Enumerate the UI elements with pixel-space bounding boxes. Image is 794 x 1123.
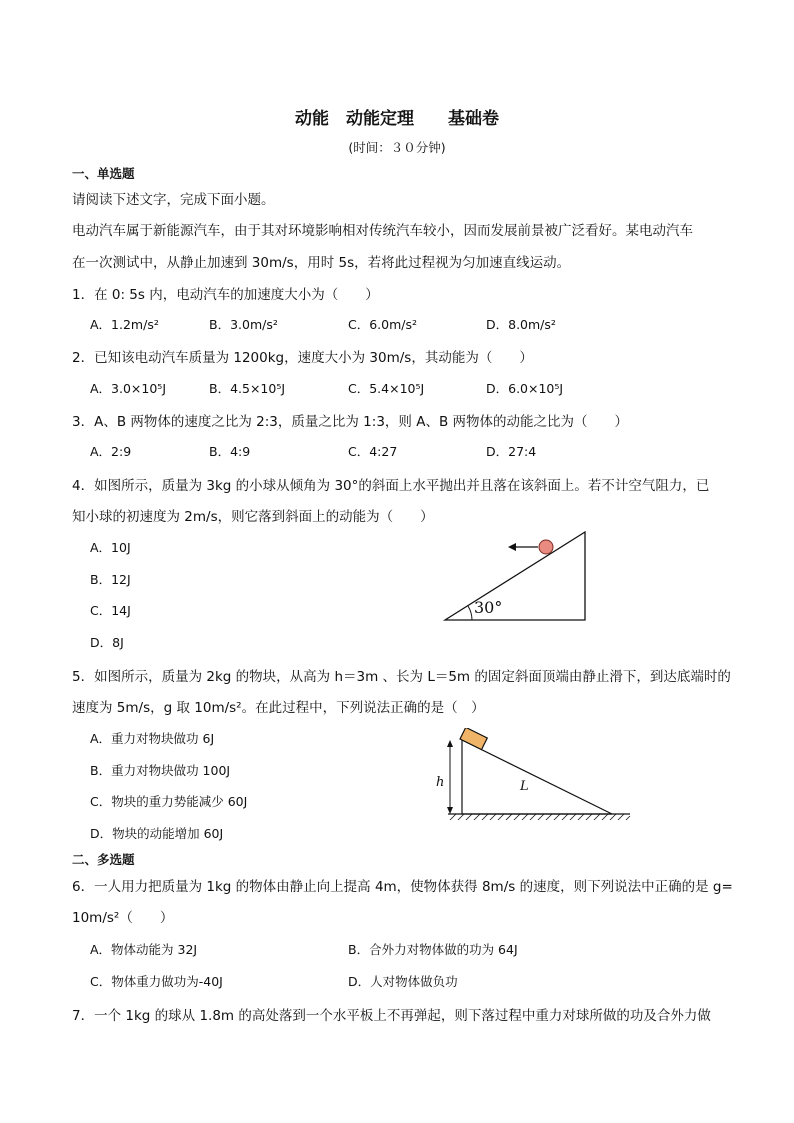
ground-hatching bbox=[450, 814, 630, 820]
question-5-incline-figure bbox=[430, 728, 635, 828]
question-3-option-c[interactable]: C．4:27 bbox=[348, 444, 398, 459]
question-2-stem: 2．已知该电动汽车质量为 1200kg，速度大小为 30m/s，其动能为（ ） bbox=[72, 350, 533, 366]
question-6-option-c[interactable]: C．物体重力做功为-40J bbox=[90, 974, 223, 989]
ball-icon bbox=[539, 540, 553, 554]
angle-arc bbox=[468, 606, 472, 620]
incline-triangle bbox=[462, 740, 612, 814]
page-title: 动能 动能定理 基础卷 bbox=[295, 109, 499, 129]
question-6-option-b[interactable]: B．合外力对物体做的功为 64J bbox=[348, 942, 518, 957]
passage-line-1: 电动汽车属于新能源汽车，由于其对环境影响相对传统汽车较小，因而发展前景被广泛看好。某电动汽车 bbox=[72, 223, 693, 239]
question-6-stem-line-2: 10m/s²（ ） bbox=[72, 910, 174, 926]
question-1-option-d[interactable]: D．8.0m/s² bbox=[486, 317, 556, 332]
block-icon bbox=[460, 728, 487, 750]
question-1-option-c[interactable]: C．6.0m/s² bbox=[348, 317, 418, 332]
height-arrow-down-icon bbox=[447, 807, 453, 814]
question-3-option-d[interactable]: D．27:4 bbox=[486, 444, 537, 459]
question-5-option-a[interactable]: A．重力对物块做功 6J bbox=[90, 731, 215, 746]
question-1-stem: 1．在 0: 5s 内，电动汽车的加速度大小为（ ） bbox=[72, 287, 379, 303]
passage-line-2: 在一次测试中，从静止加速到 30m/s，用时 5s，若将此过程视为匀加速直线运动。 bbox=[72, 255, 571, 271]
question-6-option-d[interactable]: D．人对物体做负功 bbox=[348, 974, 458, 989]
passage-intro: 请阅读下述文字，完成下面小题。 bbox=[72, 192, 275, 208]
height-label: h bbox=[436, 775, 445, 790]
velocity-arrow-head-icon bbox=[508, 543, 516, 551]
question-5-option-c[interactable]: C．物块的重力势能减少 60J bbox=[90, 794, 248, 809]
question-6-stem-line-1: 6．一人用力把质量为 1kg 的物体由静止向上提高 4m，使物体获得 8m/s 的速度，则下列说法中正确的是 g= bbox=[72, 879, 733, 895]
question-3-option-b[interactable]: B．4:9 bbox=[209, 444, 251, 459]
angle-label: 30° bbox=[474, 598, 503, 617]
length-label: L bbox=[520, 779, 529, 794]
question-3-option-a[interactable]: A．2:9 bbox=[90, 444, 132, 459]
question-1-option-a[interactable]: A．1.2m/s² bbox=[90, 317, 159, 332]
section-multiple-choice: 二、多选题 bbox=[72, 852, 135, 867]
question-6-option-a[interactable]: A．物体动能为 32J bbox=[90, 942, 198, 957]
time-limit: (时间：３０分钟) bbox=[348, 140, 446, 155]
question-4-option-a[interactable]: A．10J bbox=[90, 540, 131, 555]
question-4-stem-line-2: 知小球的初速度为 2m/s，则它落到斜面上的动能为（ ） bbox=[72, 509, 434, 525]
height-arrow-up-icon bbox=[447, 740, 453, 747]
question-3-stem: 3．A、B 两物体的速度之比为 2:3，质量之比为 1:3，则 A、B 两物体的动能之比为（ ） bbox=[72, 414, 628, 430]
question-4-stem-line-1: 4．如图所示，质量为 3kg 的小球从倾角为 30°的斜面上水平抛出并且落在该斜面上。若不计空气阻力，已 bbox=[72, 478, 710, 494]
question-7-stem-line-1: 7．一个 1kg 的球从 1.8m 的高处落到一个水平板上不再弹起，则下落过程中重力对球所做的功及合外力做 bbox=[72, 1008, 711, 1024]
question-2-option-c[interactable]: C．5.4×10⁵J bbox=[348, 381, 425, 396]
question-2-option-a[interactable]: A．3.0×10⁵J bbox=[90, 381, 167, 396]
question-5-stem-line-2: 速度为 5m/s，g 取 10m/s²。在此过程中，下列说法正确的是（ ） bbox=[72, 700, 485, 716]
question-4-option-c[interactable]: C．14J bbox=[90, 603, 131, 618]
section-single-choice: 一、单选题 bbox=[72, 166, 135, 181]
question-1-option-b[interactable]: B．3.0m/s² bbox=[209, 317, 278, 332]
question-2-option-d[interactable]: D．6.0×10⁵J bbox=[486, 381, 564, 396]
question-5-option-d[interactable]: D．物块的动能增加 60J bbox=[90, 826, 224, 841]
question-5-option-b[interactable]: B．重力对物块做功 100J bbox=[90, 763, 231, 778]
question-4-incline-figure bbox=[440, 528, 592, 624]
question-5-stem-line-1: 5．如图所示，质量为 2kg 的物块，从高为 h＝3m 、长为 L＝5m 的固定斜面顶端由静止滑下，到达底端时的 bbox=[72, 669, 731, 685]
question-4-option-d[interactable]: D．8J bbox=[90, 635, 124, 650]
question-2-option-b[interactable]: B．4.5×10⁵J bbox=[209, 381, 286, 396]
question-4-option-b[interactable]: B．12J bbox=[90, 572, 131, 587]
